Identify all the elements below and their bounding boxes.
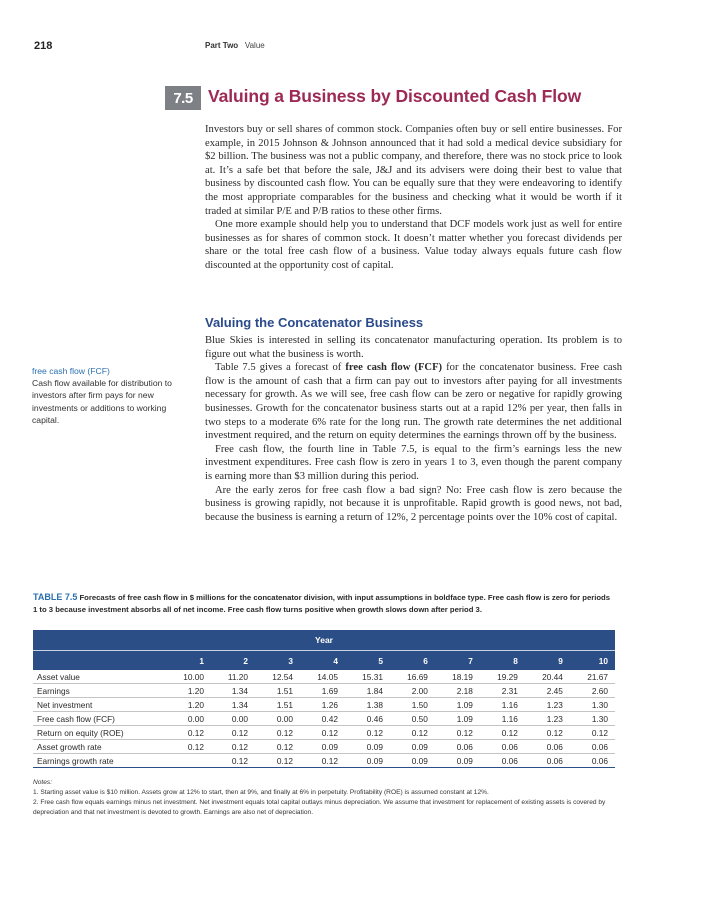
table-cell: 12.54: [272, 671, 293, 682]
table-cell: 1.26: [321, 699, 338, 710]
table-cell: 20.44: [542, 671, 563, 682]
table-cell: 1.30: [591, 713, 608, 724]
table-cell: 1.09: [456, 699, 473, 710]
table-cell: 1.51: [276, 685, 293, 696]
table-cell: 0.50: [411, 713, 428, 724]
part-title: Value: [244, 41, 265, 50]
fcf-forecast-table: [33, 630, 615, 768]
table-cell: 15.31: [362, 671, 383, 682]
subsection-title: Valuing the Concatenator Business: [205, 315, 424, 330]
table-cell: 1.16: [501, 699, 518, 710]
table-cell: 1.30: [591, 699, 608, 710]
table-row: [33, 670, 615, 684]
year-3: 3: [255, 651, 300, 670]
table-cell: 0.12: [187, 727, 204, 738]
page-number: 218: [34, 40, 53, 52]
year-number-row: [33, 651, 615, 670]
intro-paragraph-1: Investors buy or sell shares of common stock. Companies often buy or sell entire businesses. For example, in 2015 Johnson & Johnson announced that it had sold a medical device subsidiary for $2 billion. The business was not a public company, and therefore, there was no stock price to look at. It’s a safe bet that before the sale, J&J and its advisers were doing their best to value that business by discounted cash flow. You can be equally sure that they were endeavoring to identify the most appropriate comparables for the business and checking what it would be worth if it traded at similar P/E and P/B ratios to these other firms.: [205, 124, 622, 217]
table-cell: 1.09: [456, 713, 473, 724]
intro-text: [205, 123, 622, 273]
table-row: [33, 698, 615, 712]
year-2: 2: [211, 651, 255, 670]
table-cell: 19.29: [497, 671, 518, 682]
table-cell: [166, 754, 211, 768]
table-cell: 0.06: [501, 755, 518, 766]
table-cell: 10.00: [183, 671, 204, 682]
table-cell: 0.00: [187, 713, 204, 724]
table-row: [33, 684, 615, 698]
table-label: TABLE 7.5: [33, 592, 78, 602]
subsection-paragraph-1: Blue Skies is interested in selling its concatenator manufacturing operation. Its problem is to figure out what the business is worth.: [205, 335, 622, 360]
table-row: [33, 754, 615, 768]
subsection-text: [205, 334, 622, 524]
table-cell: 2.45: [546, 685, 563, 696]
table-cell: 0.12: [501, 727, 518, 738]
year-10: 10: [570, 651, 615, 670]
table-cell: 2.60: [591, 685, 608, 696]
table-cell: 0.06: [546, 755, 563, 766]
margin-glossary-note: [32, 365, 182, 426]
table-cell: 1.38: [366, 699, 383, 710]
table-cell: 0.12: [321, 755, 338, 766]
table-cell: 0.09: [411, 755, 428, 766]
table-body: [33, 670, 615, 768]
table-cell: 1.16: [501, 713, 518, 724]
table-caption: [33, 592, 611, 615]
subsection-paragraph-2: Table 7.5 gives a forecast of free cash flow (FCF) for the concatenator business. Free cash flow is the amount of cash that a firm can pay out to investors after paying for all investments necessary for growth. As we will see, free cash flow can be zero or negative for rapidly growing businesses. Growth for the concatenator business starts out at a rapid 12% per year, then falls in two steps to a moderate 6% rate for the long run. The growth rate determines the net additional investment required, and the return on equity determines the earnings thrown off by the business.: [205, 362, 623, 442]
table-cell: 0.12: [231, 741, 248, 752]
table-cell: 0.06: [591, 755, 608, 766]
section-number-badge: 7.5: [165, 86, 201, 110]
table-cell: 1.20: [187, 685, 204, 696]
table-cell: 1.50: [411, 699, 428, 710]
table-cell: 1.51: [276, 699, 293, 710]
row-label: Free cash flow (FCF): [37, 713, 115, 724]
table-cell: 0.46: [366, 713, 383, 724]
table-cell: 1.20: [187, 699, 204, 710]
row-label: Earnings: [37, 685, 70, 696]
table-cell: 11.20: [227, 671, 248, 682]
table-cell: 0.06: [591, 741, 608, 752]
table-cell: 14.05: [317, 671, 338, 682]
note-2: 2. Free cash flow equals earnings minus net investment. Net investment equals total capital outlays minus depreciation. We assume that investment for replacement of existing assets is covered by depreciation and that net investment is devoted to growth. Earnings are also net of depreciation.: [33, 799, 606, 816]
table-cell: 0.09: [411, 741, 428, 752]
table-row: [33, 740, 615, 754]
year-8: 8: [480, 651, 525, 670]
table-cell: 0.12: [366, 727, 383, 738]
year-5: 5: [345, 651, 390, 670]
table-cell: 1.23: [546, 699, 563, 710]
notes-title: Notes:: [33, 779, 53, 786]
intro-paragraph-2: One more example should help you to understand that DCF models work just as well for entire businesses as for shares of common stock. It doesn’t matter whether you forecast dividends per share or the total free cash flow of a business. Value today always equals future cash flow discounted at the opportunity cost of capital.: [205, 219, 622, 271]
key-term-fcf: free cash flow (FCF): [345, 362, 443, 374]
table-cell: 21.67: [587, 671, 608, 682]
year-header: Year: [33, 630, 615, 651]
year-7: 7: [435, 651, 480, 670]
table-cell: 1.84: [366, 685, 383, 696]
glossary-term: free cash flow (FCF): [32, 366, 110, 376]
table-notes: [33, 778, 623, 818]
table-row: [33, 726, 615, 740]
row-label: Asset value: [37, 671, 80, 682]
table-cell: 0.06: [501, 741, 518, 752]
table-cell: 0.12: [321, 727, 338, 738]
row-label: Net investment: [37, 699, 93, 710]
table-cell: 1.34: [231, 685, 248, 696]
table-cell: 0.12: [276, 755, 293, 766]
table-row: [33, 712, 615, 726]
table-cell: 0.09: [366, 755, 383, 766]
table-cell: 0.09: [456, 755, 473, 766]
table-cell: 0.12: [231, 755, 248, 766]
table-cell: 0.12: [276, 741, 293, 752]
part-label: Part Two: [205, 41, 239, 50]
table-cell: 0.00: [276, 713, 293, 724]
row-label: Return on equity (ROE): [37, 727, 124, 738]
note-1: 1. Starting asset value is $10 million. Assets grow at 12% to start, then at 9%, and finally at 6% in perpetuity. Profitability (ROE) is assumed constant at 12%.: [33, 789, 489, 796]
glossary-definition: Cash flow available for distribution to investors after firm pays for new investments or additions to working capital.: [32, 378, 172, 425]
table-cell: 2.00: [411, 685, 428, 696]
table-cell: 18.19: [452, 671, 473, 682]
table-cell: 0.12: [231, 727, 248, 738]
running-head: [205, 41, 265, 50]
table-cell: 16.69: [407, 671, 428, 682]
table-cell: 2.18: [456, 685, 473, 696]
table-cell: 0.09: [321, 741, 338, 752]
table-cell: 0.06: [456, 741, 473, 752]
data-table: [33, 651, 615, 768]
table-cell: 0.06: [546, 741, 563, 752]
section-title: Valuing a Business by Discounted Cash Flow: [208, 86, 582, 106]
table-caption-text: Forecasts of free cash flow in $ millions for the concatenator division, with input assumptions in boldface type. Free cash flow is zero for periods 1 to 3 because investment absorbs all of net income. Free cash flow turns positive when growth slows down after period 3.: [33, 593, 611, 614]
year-6: 6: [390, 651, 435, 670]
year-9: 9: [525, 651, 570, 670]
table-cell: 1.69: [321, 685, 338, 696]
year-4: 4: [300, 651, 345, 670]
table-cell: 0.12: [276, 727, 293, 738]
table-cell: 2.31: [501, 685, 518, 696]
row-label: Earnings growth rate: [37, 755, 114, 766]
table-cell: 1.34: [231, 699, 248, 710]
table-cell: 0.12: [546, 727, 563, 738]
subsection-paragraph-3: Free cash flow, the fourth line in Table 7.5, is equal to the firm’s earnings less the new investment expenditures. Free cash flow is zero in years 1 to 3, even though the parent company is earning more than $3 million during this period.: [205, 443, 622, 482]
table-cell: 0.12: [591, 727, 608, 738]
row-label: Asset growth rate: [37, 741, 102, 752]
year-1: 1: [166, 651, 211, 670]
table-cell: 0.12: [187, 741, 204, 752]
table-cell: 0.12: [411, 727, 428, 738]
table-cell: 0.09: [366, 741, 383, 752]
subsection-paragraph-4: Are the early zeros for free cash flow a bad sign? No: Free cash flow is zero because the business is growing rapidly, not because it is unprofitable. Rapid growth is good news, not bad, because the business is earning a return of 12%, 2 percentage points over the 10% cost of capital.: [205, 484, 622, 523]
table-cell: 0.12: [456, 727, 473, 738]
table-cell: 0.42: [321, 713, 338, 724]
table-cell: 1.23: [546, 713, 563, 724]
table-cell: 0.00: [231, 713, 248, 724]
row-label-header: [33, 651, 166, 670]
